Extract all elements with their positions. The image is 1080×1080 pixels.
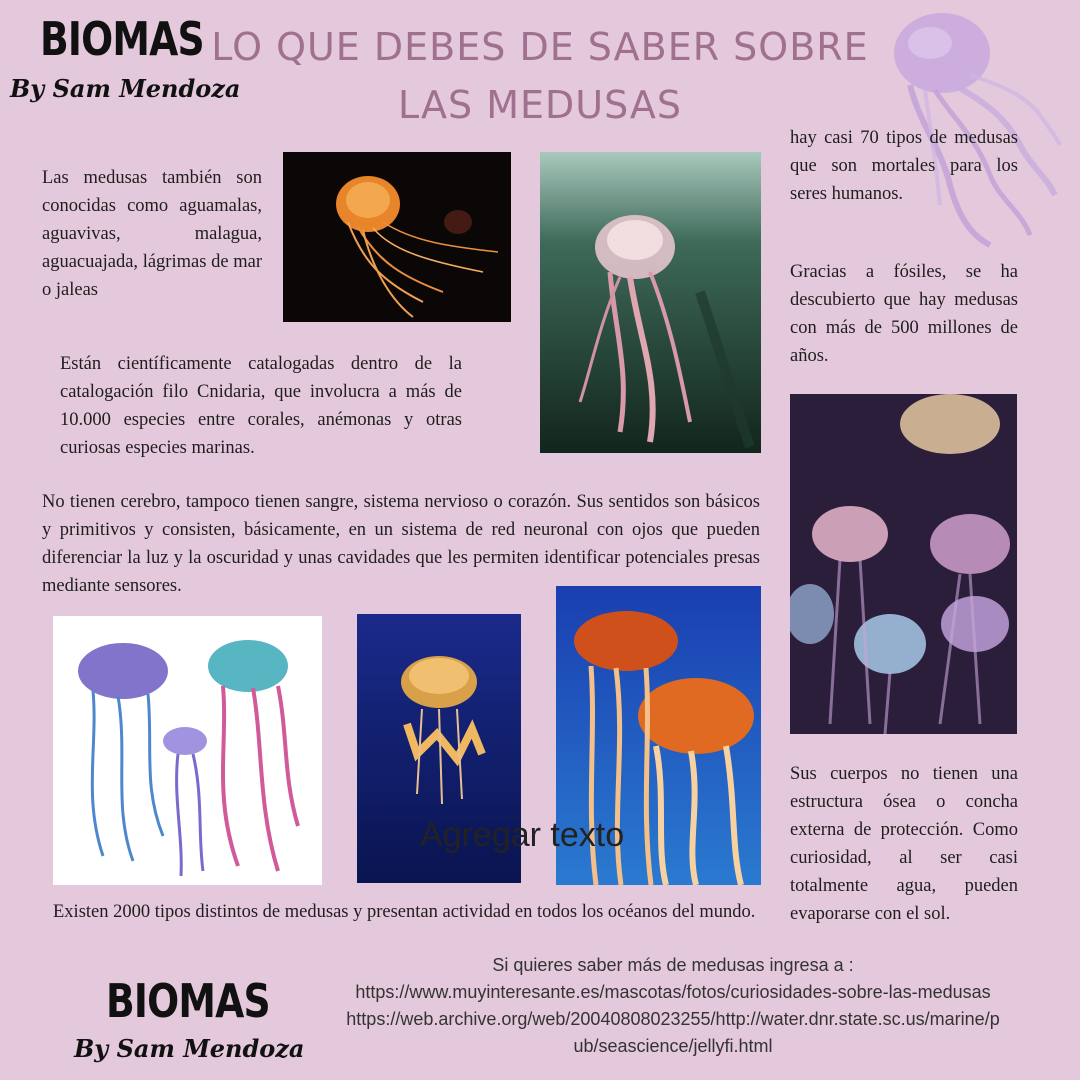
footer-link-archive-continued[interactable]: ub/seascience/jellyfi.html [573, 1036, 773, 1056]
paragraph-mortal: hay casi 70 tipos de medusas que son mortales para los seres humanos. [790, 128, 1018, 204]
photo-watercolor-jellyfish [53, 616, 322, 885]
photo-glowing-jellyfish-group [790, 394, 1017, 734]
paragraph-names: Las medusas también son conocidas como aguamalas, aguavivas, malagua, aguacuajada, lágrimas de mar o jaleas [42, 168, 262, 300]
footer-references [280, 952, 1066, 1060]
add-text-placeholder[interactable]: Agregar texto [420, 816, 625, 854]
footer-brand-title: BIOMAS [106, 974, 270, 1028]
paragraph-bodies: Sus cuerpos no tienen una estructura ósea o concha externa de protección. Como curiosidad, al ser casi totalmente agua, pueden evaporarse con el sol. [790, 764, 1018, 924]
brand-title: BIOMAS [40, 12, 204, 66]
photo-pink-jellyfish-underwater [540, 152, 761, 453]
footer-brand-subtitle: By Sam Mendoza [74, 1034, 305, 1063]
footer-intro: Si quieres saber más de medusas ingresa a : [492, 955, 854, 975]
page-title-line-1: LO QUE DEBES DE SABER SOBRE [211, 25, 869, 69]
photo-orange-jellyfish [283, 152, 511, 322]
paragraph-types: Existen 2000 tipos distintos de medusas y presentan actividad en todos los océanos del mundo. [53, 902, 756, 922]
brand-subtitle: By Sam Mendoza [10, 74, 241, 103]
page-title [200, 18, 880, 134]
page-title-line-2: LAS MEDUSAS [397, 83, 683, 127]
footer-link-muyinteresante[interactable]: https://www.muyinteresante.es/mascotas/fotos/curiosidades-sobre-las-medusas [355, 982, 991, 1002]
paragraph-brain: No tienen cerebro, tampoco tienen sangre, sistema nervioso o corazón. Sus sentidos son básicos y primitivos y consisten, básicamente, en un sistema de red neuronal con ojos que pueden diferenciar la luz y la oscuridad y unas cavidades que les permiten identificar potenciales presas mediante sensores. [42, 492, 760, 596]
paragraph-cnidaria: Están científicamente catalogadas dentro de la catalogación filo Cnidaria, que involucra a más de 10.000 especies entre corales, anémonas y otras curiosas especies marinas. [60, 354, 462, 458]
paragraph-fossils: Gracias a fósiles, se ha descubierto que hay medusas con más de 500 millones de años. [790, 262, 1018, 366]
footer-link-archive[interactable]: https://web.archive.org/web/20040808023255/http://water.dnr.state.sc.us/marine/p [346, 1009, 1000, 1029]
